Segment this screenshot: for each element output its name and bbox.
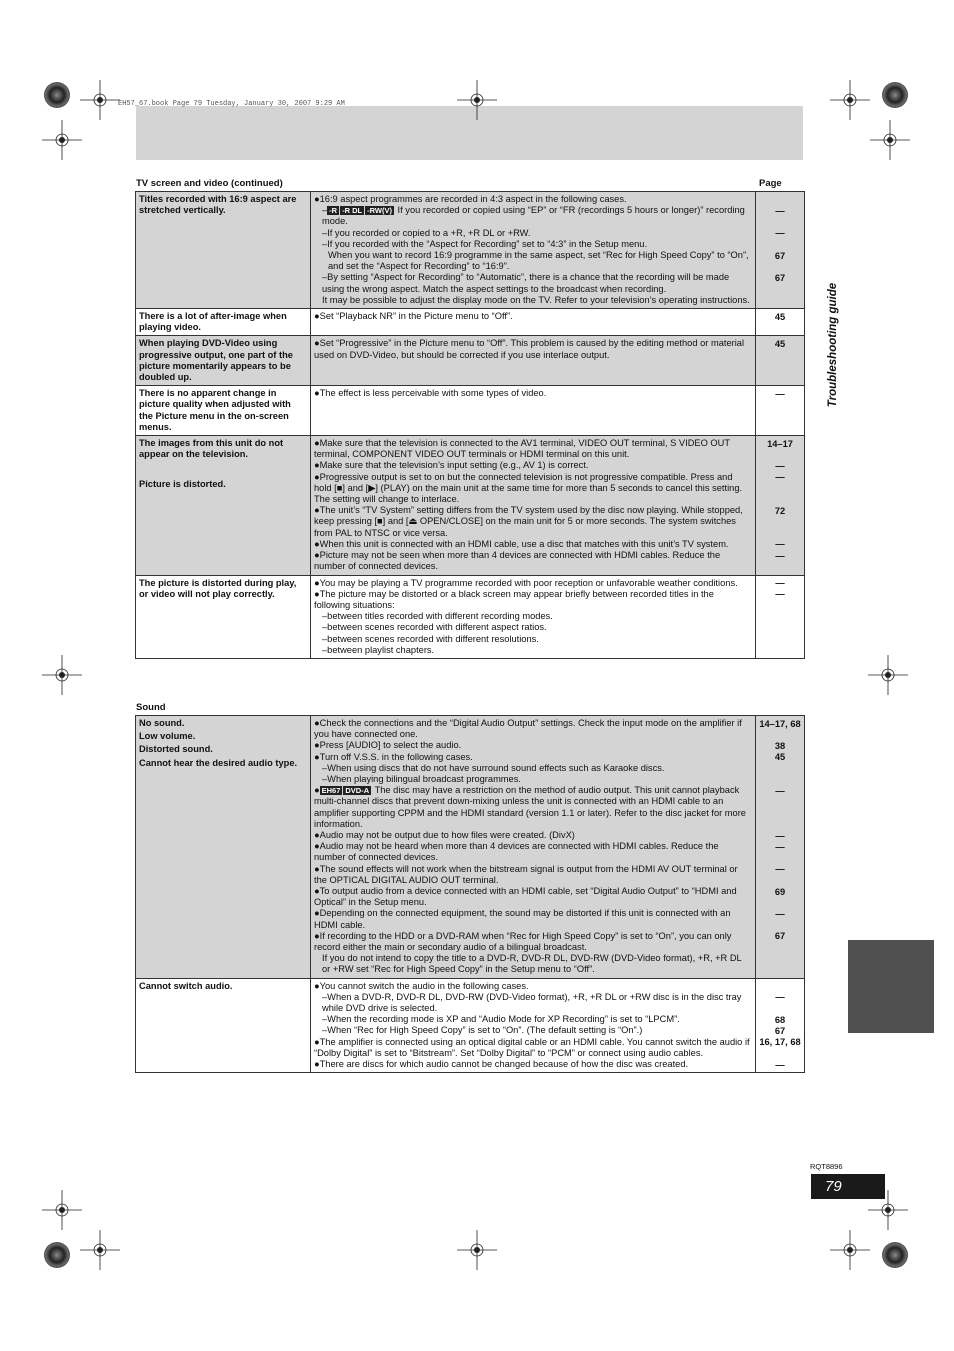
page-ref: — bbox=[775, 908, 785, 919]
solution-line bbox=[314, 1037, 752, 1059]
solution-text: ●The amplifier is connected using an optical digital cable or an HDMI cable. You cannot switch the audio if “Dolby Digital” is set to “Bitstream”. Set “Dolby Digital” to “PCM” or connect using audio cables. bbox=[314, 1036, 750, 1058]
print-line: EH57_67.book Page 79 Tuesday, January 30, 2007 9:29 AM bbox=[118, 100, 345, 108]
solution-line bbox=[314, 438, 752, 460]
registration-mark-icon bbox=[80, 1230, 120, 1270]
solution-line bbox=[314, 460, 752, 471]
page-ref: 67 bbox=[774, 250, 786, 261]
solution-line bbox=[314, 505, 752, 539]
page-ref-cell bbox=[756, 436, 805, 575]
solution-line bbox=[314, 634, 752, 645]
solution-text: It may be possible to adjust the display mode on the TV. Refer to your television’s operating instructions. bbox=[322, 294, 750, 305]
registration-mark-icon bbox=[457, 80, 497, 120]
problem-cell bbox=[136, 336, 311, 386]
solution-line bbox=[314, 1014, 752, 1025]
solution-line bbox=[314, 589, 752, 611]
page-ref: 67 bbox=[774, 272, 786, 283]
solution-text: ●Audio may not be output due to how files were created. (DivX) bbox=[314, 830, 575, 841]
solution-line bbox=[314, 1059, 752, 1070]
solution-cell bbox=[311, 575, 756, 658]
registration-mark-icon bbox=[870, 120, 910, 160]
bullet: ● bbox=[314, 785, 320, 796]
page-ref: 45 bbox=[774, 338, 786, 349]
solution-cell bbox=[311, 309, 756, 336]
problem-text: Titles recorded with 16:9 aspect are stretched vertically. bbox=[139, 194, 297, 216]
page-ref: 16, 17, 68 bbox=[759, 1037, 801, 1048]
page-ref: — bbox=[775, 864, 785, 875]
disc-type-badge: -RW(V) bbox=[367, 206, 392, 216]
solution-text: ●To output audio from a device connected with an HDMI cable, set “Digital Audio Output” to “HDMI and Optical” in the Setup menu. bbox=[314, 886, 737, 908]
table-row bbox=[136, 386, 805, 436]
problem-cell bbox=[136, 309, 311, 336]
solution-line bbox=[314, 622, 752, 633]
solution-line bbox=[314, 472, 752, 506]
solution-line bbox=[314, 578, 752, 589]
solution-line bbox=[314, 886, 752, 908]
page-column-title: Page bbox=[759, 178, 782, 189]
solution-line bbox=[314, 1025, 752, 1036]
solution-text: –By setting “Aspect for Recording” to “Automatic”, there is a chance that the recording will be made using the wrong aspect. Match the aspect settings to the broadcast when recording. bbox=[322, 272, 730, 294]
solution-text: ●If recording to the HDD or a DVD-RAM when “Rec for High Speed Copy” is set to “On”, you can only record either the main or secondary audio of a bilingual broadcast. bbox=[314, 930, 732, 953]
problem-cell bbox=[136, 386, 311, 436]
solution-line bbox=[314, 228, 752, 239]
problem-text: Low volume. bbox=[139, 731, 196, 742]
solution-line bbox=[314, 550, 752, 572]
solution-line bbox=[314, 752, 752, 763]
table-row bbox=[136, 336, 805, 386]
solution-line bbox=[314, 774, 752, 785]
solution-line bbox=[314, 830, 752, 841]
problem-cell bbox=[136, 436, 311, 575]
solution-line bbox=[314, 194, 752, 205]
solution-line bbox=[314, 718, 752, 740]
solution-cell bbox=[311, 436, 756, 575]
page-ref: 72 bbox=[774, 505, 786, 516]
disc-type-badge: DVD-A bbox=[345, 786, 370, 796]
page-ref-cell bbox=[756, 336, 805, 386]
page-ref: 68 bbox=[774, 1014, 786, 1025]
solution-text: ●The unit’s “TV System” setting differs from the TV system used by the disc now playing. While stopped, keep pressing [■] and [⏏ OPEN/CLOSE] on the main unit for 5 or more seconds. The system switches from PAL to NTSC or vice versa. bbox=[314, 505, 743, 538]
sound-section-title: Sound bbox=[136, 702, 166, 713]
solution-line bbox=[314, 239, 752, 250]
registration-mark-icon bbox=[42, 655, 82, 695]
solution-text: ●Press [AUDIO] to select the audio. bbox=[314, 740, 462, 751]
solution-line bbox=[314, 645, 752, 656]
solution-text: ●Set “Progressive” in the Picture menu to “Off”. This problem is caused by the editing method or material used on DVD-Video, but should be corrected if you use interlace output. bbox=[314, 338, 745, 360]
page-ref: — bbox=[775, 460, 785, 471]
page-ref: — bbox=[775, 589, 785, 600]
page-ref: — bbox=[775, 205, 785, 216]
solution-text: ●You cannot switch the audio in the following cases. bbox=[314, 980, 529, 991]
solution-text: ●Audio may not be heard when more than 4 devices are connected with HDMI cables. Reduce the number of connected devices. bbox=[314, 841, 719, 863]
solution-line bbox=[314, 611, 752, 622]
side-label: Troubleshooting guide bbox=[827, 282, 839, 407]
page-ref: 67 bbox=[774, 1025, 786, 1036]
solution-text: ●Picture may not be seen when more than 4 devices are connected with HDMI cables. Reduce the number of connected devices. bbox=[314, 550, 721, 572]
solution-text: ●You may be playing a TV programme recorded with poor reception or unfavorable weather conditions. bbox=[314, 577, 738, 588]
page-ref: 38 bbox=[774, 740, 786, 751]
problem-text: Cannot switch audio. bbox=[139, 980, 233, 991]
problem-text: Cannot hear the desired audio type. bbox=[139, 757, 298, 768]
solution-text: –If you recorded with the “Aspect for Recording” set to “4:3” in the Setup menu. bbox=[322, 238, 648, 249]
solution-cell bbox=[311, 192, 756, 309]
problem-text: The picture is distorted during play, or video will not play correctly. bbox=[139, 577, 297, 599]
registration-mark-icon bbox=[457, 1230, 497, 1270]
solution-text: ●Progressive output is set to on but the connected television is not progressive compatible. Press and hold [■] and [▶] (PLAY) on the main unit at the same time for more than 5 seconds to cancel this setting. The setting will change to interlace. bbox=[314, 471, 743, 505]
table-row bbox=[136, 716, 805, 979]
solution-cell bbox=[311, 978, 756, 1073]
page-ref: — bbox=[775, 472, 785, 483]
solution-line bbox=[314, 864, 752, 886]
solution-line bbox=[314, 841, 752, 863]
page-ref-cell bbox=[756, 978, 805, 1073]
solution-cell bbox=[311, 336, 756, 386]
solution-line bbox=[314, 311, 752, 322]
solution-line bbox=[314, 338, 752, 360]
registration-mark-icon bbox=[830, 80, 870, 120]
color-target-icon bbox=[882, 82, 908, 108]
solution-text: –When the recording mode is XP and “Audio Mode for XP Recording” is set to “LPCM”. bbox=[322, 1014, 680, 1025]
page-ref-cell bbox=[756, 192, 805, 309]
tv-troubleshooting-table bbox=[135, 191, 805, 659]
table-row bbox=[136, 436, 805, 575]
page-ref: — bbox=[775, 550, 785, 561]
problem-cell bbox=[136, 978, 311, 1073]
page-ref: 14–17, 68 bbox=[759, 718, 801, 729]
solution-line bbox=[314, 992, 752, 1014]
solution-text: If you recorded or copied using “EP” or “FR (recordings 5 hours or longer)” recording mode. bbox=[322, 205, 745, 227]
registration-mark-icon bbox=[830, 1230, 870, 1270]
registration-mark-icon bbox=[868, 1190, 908, 1230]
solution-line bbox=[314, 740, 752, 751]
solution-line bbox=[314, 908, 752, 930]
solution-line bbox=[314, 981, 752, 992]
solution-line bbox=[314, 763, 752, 774]
registration-mark-icon bbox=[80, 80, 120, 120]
page-ref: — bbox=[775, 992, 785, 1003]
color-target-icon bbox=[882, 1242, 908, 1268]
solution-cell bbox=[311, 716, 756, 979]
page-ref-cell bbox=[756, 386, 805, 436]
page-ref-cell bbox=[756, 716, 805, 979]
solution-line bbox=[314, 250, 752, 272]
color-target-icon bbox=[44, 1242, 70, 1268]
solution-text: –between playlist chapters. bbox=[322, 644, 435, 655]
page-ref: — bbox=[775, 388, 785, 399]
solution-cell bbox=[311, 386, 756, 436]
solution-text: –between scenes recorded with different resolutions. bbox=[322, 633, 539, 644]
solution-text: ●The sound effects will not work when the bitstream signal is output from the HDMI AV OUT terminal or the OPTICAL DIGITAL AUDIO OUT terminal. bbox=[314, 863, 738, 885]
page-ref: 45 bbox=[774, 311, 786, 322]
solution-text: ●The picture may be distorted or a black screen may appear briefly between recorded titles in the following situations: bbox=[314, 588, 714, 610]
problem-text: There is no apparent change in picture quality when adjusted with the Picture menu in the on-screen menus. bbox=[139, 388, 291, 432]
registration-mark-icon bbox=[42, 120, 82, 160]
page-ref: — bbox=[775, 1059, 785, 1070]
section-tab bbox=[848, 940, 934, 1033]
solution-line bbox=[314, 931, 752, 953]
color-target-icon bbox=[44, 82, 70, 108]
problem-text: When playing DVD-Video using progressive output, one part of the picture momentarily appears to be doubled up. bbox=[139, 338, 293, 383]
solution-text: ●Check the connections and the “Digital Audio Output” settings. Check the input mode on the amplifier if you have connected one. bbox=[314, 718, 742, 740]
solution-text: ●Set “Playback NR” in the Picture menu to “Off”. bbox=[314, 311, 513, 322]
page-ref-cell bbox=[756, 309, 805, 336]
solution-line: – -R -R DL -RW(V) If you recorded or copied using “EP” or “FR (recordings 5 hours or longer)” recording mode. bbox=[322, 205, 745, 227]
page-ref: — bbox=[775, 785, 785, 796]
solution-text: ●Depending on the connected equipment, the sound may be distorted if this unit is connected with an HDMI cable. bbox=[314, 908, 731, 930]
solution-line bbox=[314, 953, 752, 975]
sound-troubleshooting-table bbox=[135, 715, 805, 1073]
page-ref: — bbox=[775, 841, 785, 852]
solution-text: ●Turn off V.S.S. in the following cases. bbox=[314, 751, 473, 762]
page-ref-cell bbox=[756, 575, 805, 658]
solution-text: ●Make sure that the television is connected to the AV1 terminal, VIDEO OUT terminal, S VIDEO OUT terminal, COMPONENT VIDEO OUT terminals or HDMI terminal on this unit. bbox=[314, 438, 730, 460]
problem-text: Distorted sound. bbox=[139, 744, 213, 755]
solution-text: –When a DVD-R, DVD-R DL, DVD-RW (DVD-Video format), +R, +R DL or +RW disc is in the disc tray while DVD drive is selected. bbox=[322, 991, 742, 1014]
page-ref: — bbox=[775, 539, 785, 550]
disc-type-badge: EH67 bbox=[321, 786, 341, 796]
registration-mark-icon bbox=[868, 655, 908, 695]
disc-type-badge: -R DL bbox=[342, 206, 363, 216]
problem-cell bbox=[136, 575, 311, 658]
problem-text: There is a lot of after-image when playing video. bbox=[139, 311, 287, 333]
page-ref: — bbox=[775, 830, 785, 841]
page-number: 79 bbox=[811, 1174, 885, 1199]
solution-text: The disc may have a restriction on the method of audio output. This unit cannot playback multi-channel discs that prevent down-mixing unless the unit is connected with an HDMI cable to an amplifier supporting CPPM and the HDMI standard (version 1.1 or later). Refer to the disc jacket for more information. bbox=[314, 785, 746, 829]
solution-text: ●16:9 aspect programmes are recorded in 4:3 aspect in the following cases. bbox=[314, 194, 627, 204]
solution-text: ●The effect is less perceivable with some types of video. bbox=[314, 388, 547, 399]
solution-text: ●There are discs for which audio cannot be changed because of how the disc was created. bbox=[314, 1059, 689, 1070]
solution-text: –When using discs that do not have surround sound effects such as Karaoke discs. bbox=[322, 762, 665, 773]
doc-code: RQT8896 bbox=[810, 1162, 843, 1171]
table-row bbox=[136, 575, 805, 658]
solution-text: –between scenes recorded with different aspect ratios. bbox=[322, 622, 547, 633]
page-ref: 69 bbox=[774, 886, 786, 897]
problem-text: Picture is distorted. bbox=[139, 479, 226, 490]
solution-line bbox=[314, 388, 752, 399]
tv-section-title: TV screen and video (continued) bbox=[136, 178, 283, 189]
problem-cell bbox=[136, 716, 311, 979]
page-ref: 14–17 bbox=[767, 438, 793, 449]
solution-text: ●When this unit is connected with an HDMI cable, use a disc that matches with this unit’s TV system. bbox=[314, 538, 729, 549]
registration-mark-icon bbox=[42, 1190, 82, 1230]
solution-line bbox=[314, 295, 752, 306]
solution-text: –When playing bilingual broadcast programmes. bbox=[322, 774, 521, 785]
solution-line bbox=[314, 539, 752, 550]
solution-text: –If you recorded or copied to a +R, +R DL or +RW. bbox=[322, 227, 531, 238]
solution-line bbox=[314, 785, 752, 830]
page-ref: — bbox=[775, 228, 785, 239]
problem-cell bbox=[136, 192, 311, 309]
solution-text: –When “Rec for High Speed Copy” is set to “On”. (The default setting is “On”.) bbox=[322, 1025, 643, 1036]
problem-text: No sound. bbox=[139, 718, 185, 728]
page-ref: 67 bbox=[774, 931, 786, 942]
table-row bbox=[136, 309, 805, 336]
solution-text: ●Make sure that the television’s input setting (e.g., AV 1) is correct. bbox=[314, 460, 589, 471]
problem-text: The images from this unit do not appear on the television. bbox=[139, 438, 284, 460]
page-ref: — bbox=[775, 578, 785, 588]
table-row bbox=[136, 192, 805, 309]
disc-type-badge: -R bbox=[329, 206, 338, 216]
solution-text: –between titles recorded with different recording modes. bbox=[322, 611, 553, 622]
solution-text: If you do not intend to copy the title to a DVD-R, DVD-R DL, DVD-RW (DVD-Video format), +R, +R DL or +RW set “Rec for High Speed Copy” in the Setup menu to “Off”. bbox=[322, 953, 742, 975]
page-ref: 45 bbox=[774, 752, 786, 763]
table-row bbox=[136, 978, 805, 1073]
solution-line bbox=[314, 272, 752, 294]
solution-text: When you want to record 16:9 programme in the same aspect, set “Rec for High Speed Copy” to “On”, and set the “Aspect for Recording” to “16:9”. bbox=[328, 250, 749, 272]
